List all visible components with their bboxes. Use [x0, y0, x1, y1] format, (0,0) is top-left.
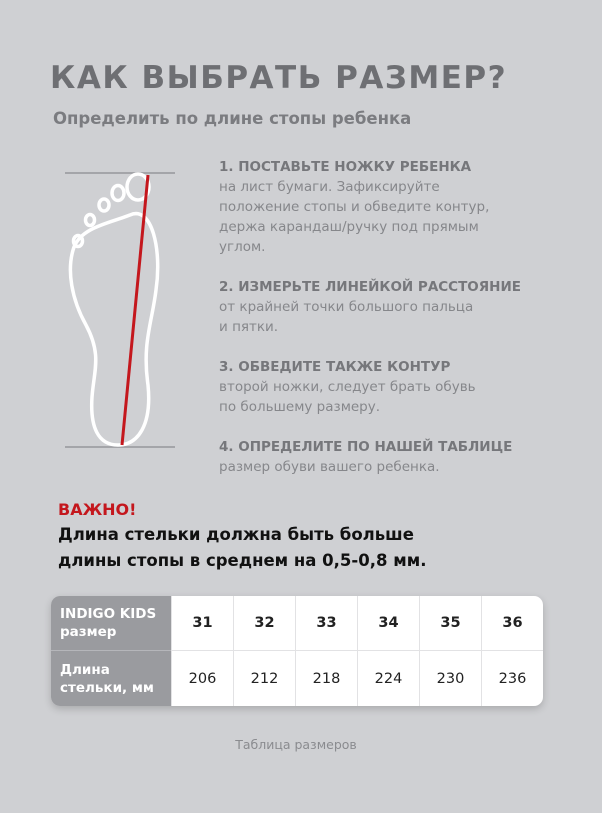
size-table [51, 596, 543, 706]
step-3-text: второй ножки, следует брать обувь по большему размеру. [219, 379, 476, 415]
step-2 [219, 277, 559, 337]
length-cell: 206 [171, 651, 233, 706]
step-1 [219, 157, 559, 257]
step-3-heading: 3. ОБВЕДИТЕ ТАКЖЕ КОНТУР [219, 359, 451, 375]
instruction-steps [219, 157, 559, 497]
length-cell: 224 [357, 651, 419, 706]
step-1-text: на лист бумаги. Зафиксируйте положение стопы и обведите контур, держа карандаш/ручку под прямым углом. [219, 179, 490, 255]
important-label: ВАЖНО! [58, 500, 137, 519]
page-title: КАК ВЫБРАТЬ РАЗМЕР? [50, 60, 508, 96]
size-cell: 33 [295, 596, 357, 651]
size-cell: 36 [481, 596, 543, 651]
length-header: Длина стельки, мм [51, 651, 171, 706]
length-cell: 230 [419, 651, 481, 706]
length-cell: 218 [295, 651, 357, 706]
step-2-heading: 2. ИЗМЕРЬТЕ ЛИНЕЙКОЙ РАССТОЯНИЕ [219, 279, 521, 295]
size-cell: 35 [419, 596, 481, 651]
size-cell: 34 [357, 596, 419, 651]
step-4-text: размер обуви вашего ребенка. [219, 459, 440, 475]
step-1-heading: 1. ПОСТАВЬТЕ НОЖКУ РЕБЕНКА [219, 159, 472, 175]
length-cell: 212 [233, 651, 295, 706]
page-subtitle: Определить по длине стопы ребенка [53, 109, 412, 128]
size-header: INDIGO KIDS размер [51, 596, 171, 651]
important-note: Длина стельки должна быть больше длины стопы в среднем на 0,5-0,8 мм. [58, 525, 427, 570]
step-3 [219, 357, 559, 417]
length-cell: 236 [481, 651, 543, 706]
foot-outline-icon [60, 165, 180, 455]
size-cell: 32 [233, 596, 295, 651]
step-4 [219, 437, 559, 477]
step-2-text: от крайней точки большого пальца и пятки. [219, 299, 474, 335]
size-cell: 31 [171, 596, 233, 651]
table-caption: Таблица размеров [235, 737, 357, 752]
step-4-heading: 4. ОПРЕДЕЛИТЕ ПО НАШЕЙ ТАБЛИЦЕ [219, 439, 513, 455]
